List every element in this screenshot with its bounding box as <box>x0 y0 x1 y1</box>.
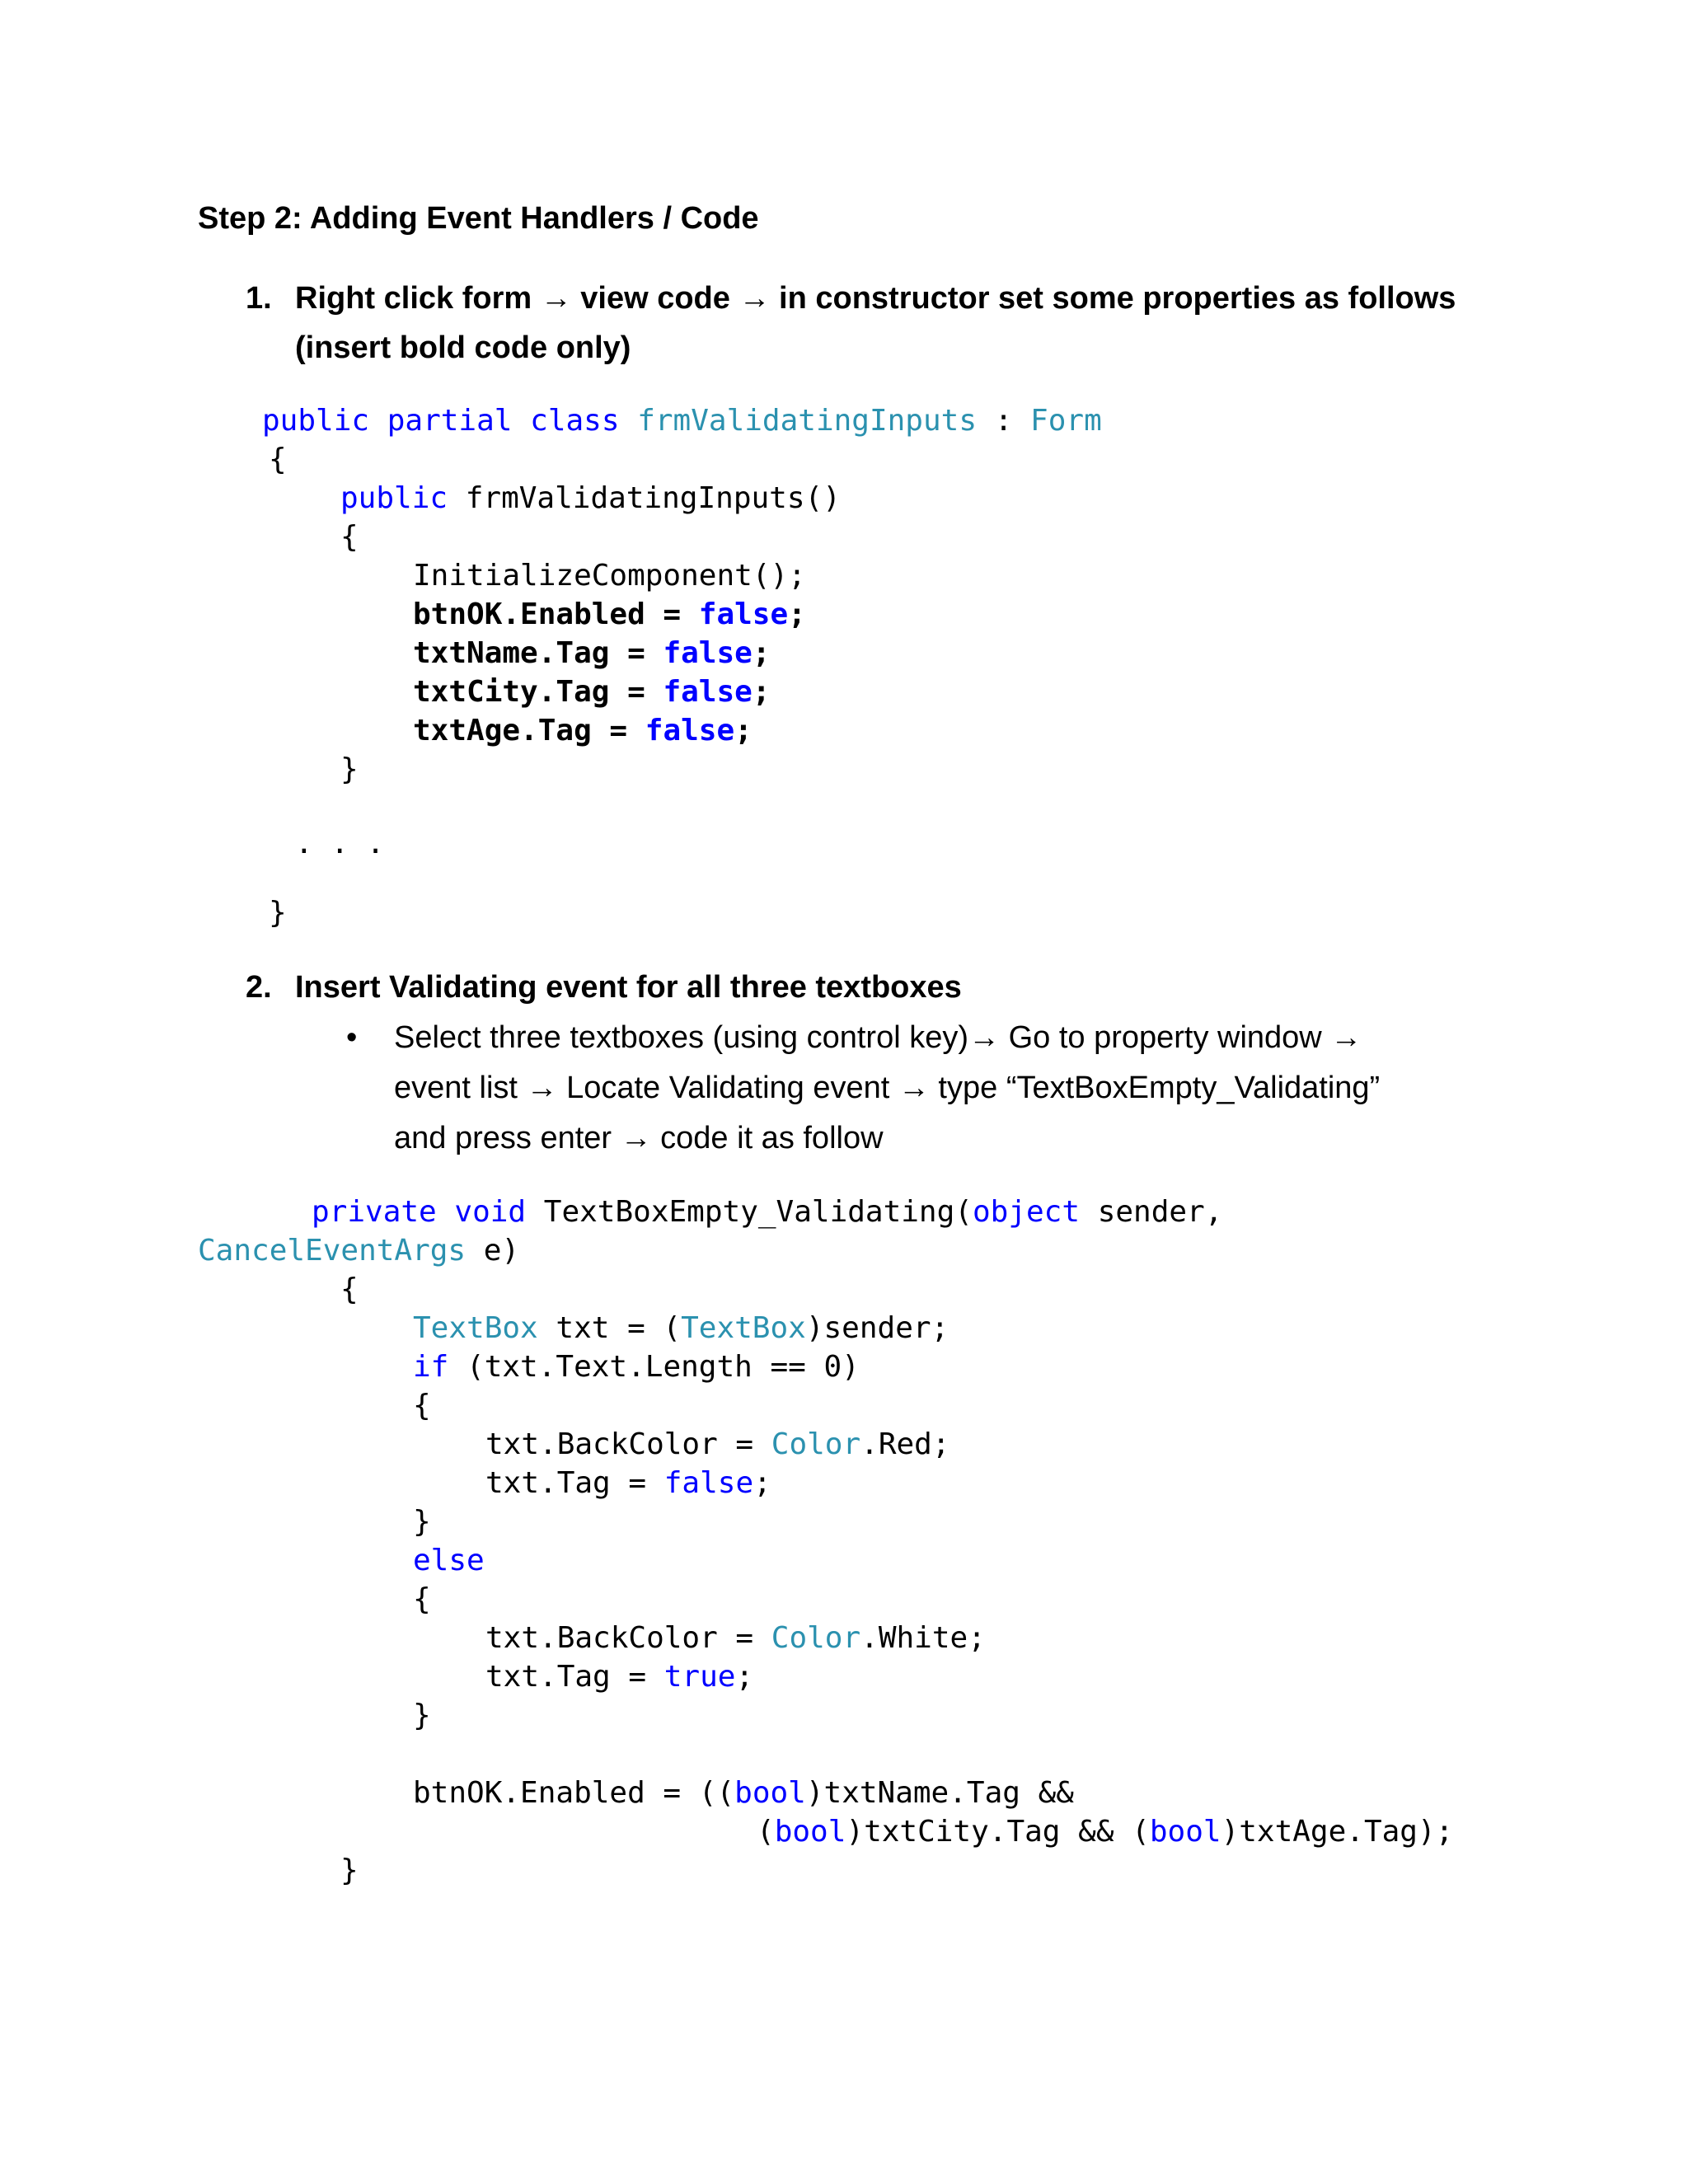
kw-void: void <box>454 1195 527 1229</box>
tag-assign: txt.Tag = <box>485 1466 664 1500</box>
semicolon: ; <box>788 598 806 631</box>
code2-tag-true-line <box>485 1657 753 1696</box>
code2-close-brace: } <box>340 1854 359 1887</box>
kw-bool: bool <box>774 1815 846 1849</box>
code2-btn-line1 <box>413 1774 1074 1812</box>
code1-ctor-close: } <box>340 752 359 786</box>
code1-open-brace: { <box>269 443 287 476</box>
code2-else: else <box>413 1544 485 1577</box>
kw-false: false <box>663 1466 754 1500</box>
semicolon: ; <box>734 714 753 748</box>
step2-number: 2. <box>246 970 272 1005</box>
kw-false: false <box>663 675 753 709</box>
kw-partial: partial <box>387 404 513 438</box>
ctor-name: frmValidatingInputs() <box>448 481 841 515</box>
code1-btn-line <box>413 595 806 634</box>
tag-assign: txt.Tag = <box>485 1660 664 1694</box>
kw-class: class <box>530 404 620 438</box>
type-color: Color <box>771 1621 861 1655</box>
if-cond: (txt.Text.Length == 0) <box>448 1350 860 1384</box>
code2-white-line <box>485 1619 986 1657</box>
city-assign: txtCity.Tag = <box>413 675 663 709</box>
kw-object: object <box>972 1195 1081 1229</box>
code1-age-line <box>413 711 753 750</box>
step1-text-line2: (insert bold code only) <box>295 330 631 365</box>
kw-if: if <box>413 1350 449 1384</box>
section-heading: Step 2: Adding Event Handlers / Code <box>198 201 759 236</box>
name-assign: txtName.Tag = <box>413 636 663 670</box>
code2-signature-line2 <box>198 1231 519 1270</box>
bullet-marker: • <box>346 1020 358 1055</box>
code1-city-line <box>413 673 771 711</box>
step2-text: Insert Validating event for all three textboxes <box>295 970 962 1005</box>
kw-false: false <box>698 598 789 631</box>
backcolor-assign: txt.BackColor = <box>485 1427 771 1461</box>
code1-class-line <box>262 401 1102 440</box>
txt-decl: txt = ( <box>537 1311 682 1345</box>
semicolon: ; <box>752 675 771 709</box>
btn-line-end: )txtAge.Tag); <box>1221 1815 1454 1849</box>
bullet-line3: and press enter → code it as follow <box>394 1121 884 1155</box>
code2-decl-line <box>413 1309 949 1347</box>
type-color: Color <box>771 1427 861 1461</box>
type-textbox: TextBox <box>413 1311 538 1345</box>
semicolon: ; <box>753 1466 771 1500</box>
code2-open-brace: { <box>340 1272 359 1306</box>
kw-public-ctor: public <box>340 481 448 515</box>
step1-text-line1: Right click form → view code → in constructor set some properties as follows <box>295 281 1456 316</box>
paren-open: ( <box>757 1815 775 1849</box>
code2-signature-line1 <box>312 1193 1222 1231</box>
method-name: TextBoxEmpty_Validating( <box>526 1195 973 1229</box>
type-canceleventargs: CancelEventArgs <box>198 1234 467 1268</box>
code2-if-open: { <box>413 1389 431 1422</box>
btn-line-mid: )txtCity.Tag && ( <box>846 1815 1150 1849</box>
kw-false: false <box>645 714 735 748</box>
step1-number: 1. <box>246 281 272 316</box>
type-textbox-cast: TextBox <box>681 1311 806 1345</box>
class-name: frmValidatingInputs <box>637 404 978 438</box>
btn-line-a: btnOK.Enabled = (( <box>413 1776 735 1810</box>
btn-line-b: )txtName.Tag && <box>805 1776 1074 1810</box>
code2-btn-line2 <box>757 1812 1453 1851</box>
color-red: .Red; <box>860 1427 950 1461</box>
cast-close: )sender; <box>805 1311 950 1345</box>
e-param: e) <box>466 1234 520 1268</box>
age-assign: txtAge.Tag = <box>413 714 645 748</box>
code2-tag-false-line <box>485 1464 771 1502</box>
bullet-line2: event list → Locate Validating event → type “TextBoxEmpty_Validating” <box>394 1071 1381 1105</box>
code2-if-line <box>413 1347 860 1386</box>
semicolon: ; <box>735 1660 754 1694</box>
code2-else-close: } <box>413 1699 431 1732</box>
code1-close-brace: } <box>269 896 287 930</box>
code2-if-close: } <box>413 1505 431 1539</box>
code1-ctor-open: { <box>340 520 359 554</box>
kw-private: private <box>312 1195 437 1229</box>
kw-bool: bool <box>734 1776 806 1810</box>
code2-else-open: { <box>413 1582 431 1616</box>
kw-public: public <box>262 404 370 438</box>
code1-ellipsis: . . . <box>295 827 385 860</box>
code1-init-line: InitializeComponent(); <box>413 559 806 593</box>
kw-false: false <box>663 636 753 670</box>
sender-param: sender, <box>1080 1195 1223 1229</box>
color-white: .White; <box>860 1621 986 1655</box>
backcolor-assign: txt.BackColor = <box>485 1621 771 1655</box>
code1-name-line <box>413 634 771 673</box>
kw-true: true <box>663 1660 736 1694</box>
code1-ctor-line <box>340 479 841 518</box>
code2-red-line <box>485 1425 950 1464</box>
class-base: Form <box>1030 404 1102 438</box>
bullet-line1: Select three textboxes (using control key)→ Go to property window → <box>394 1020 1362 1055</box>
kw-bool: bool <box>1149 1815 1221 1849</box>
class-colon: : <box>977 404 1031 438</box>
btn-assign: btnOK.Enabled = <box>413 598 699 631</box>
semicolon: ; <box>752 636 771 670</box>
